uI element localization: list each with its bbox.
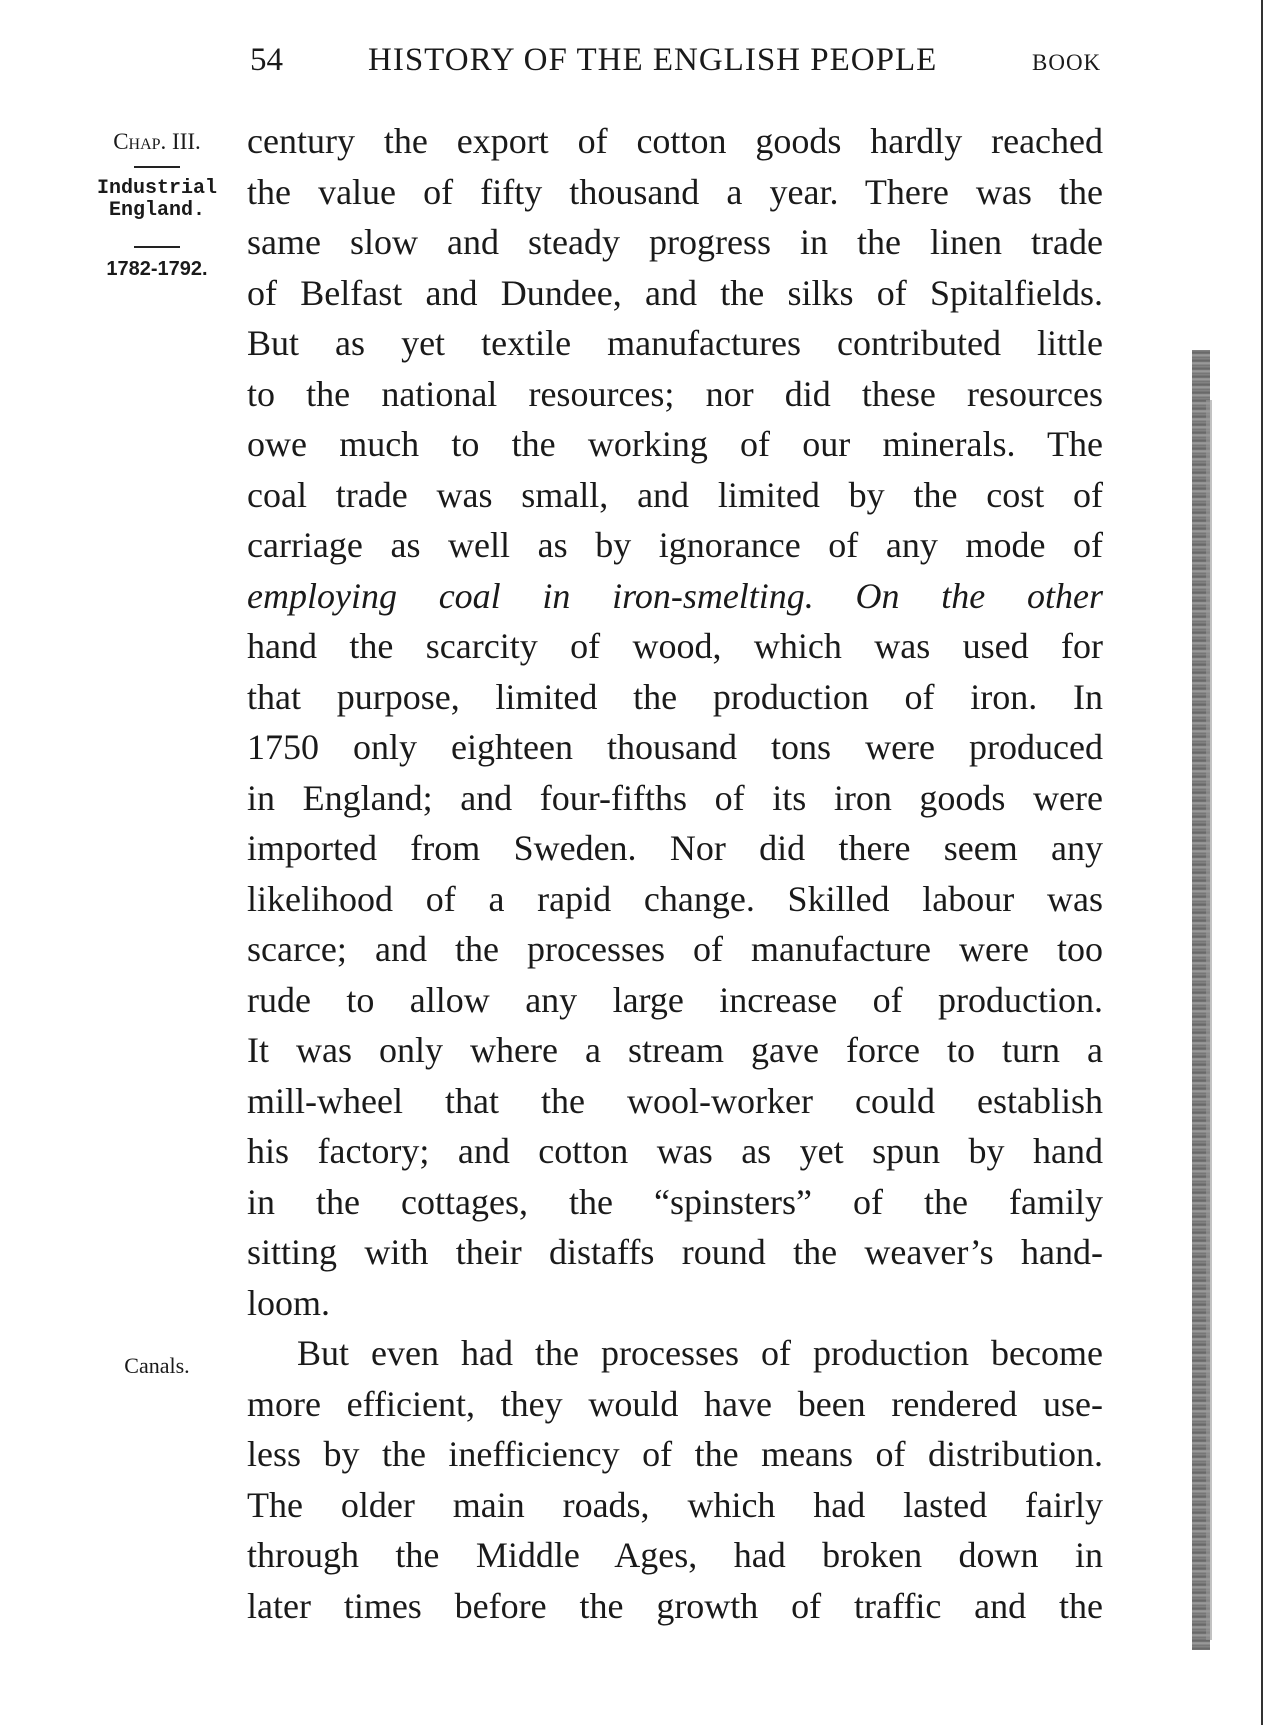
text-line: likelihood of a rapid change. Skilled labour was	[247, 878, 1103, 919]
sidenote-canals: Canals.	[124, 1353, 190, 1378]
sidenote-rule	[134, 246, 180, 248]
text-line: rude to allow any large increase of production.	[247, 979, 1103, 1020]
text-line: owe much to the working of our minerals. The	[247, 424, 1103, 464]
body-text	[247, 116, 1103, 1631]
sidenote-section-line1: Industrial	[96, 177, 218, 200]
text-line: his factory; and cotton was as yet spun by hand	[247, 1131, 1103, 1171]
text-line: through the Middle Ages, had broken down in	[247, 1535, 1103, 1575]
text-line: But even had the processes of production become	[297, 1333, 1103, 1373]
book-label: BOOK	[1032, 50, 1102, 75]
sidenote-dates: 1782-1792.	[106, 258, 208, 280]
text-line: scarce; and the processes of manufacture were too	[247, 929, 1103, 969]
text-line: in the cottages, the “spinsters” of the family	[247, 1181, 1103, 1222]
page-edge-line	[1261, 0, 1263, 1725]
text-line: coal trade was small, and limited by the cost of	[247, 474, 1103, 515]
text-line: imported from Sweden. Nor did there seem any	[247, 828, 1103, 868]
text-line: The older main roads, which had lasted fairly	[247, 1484, 1103, 1525]
text-line: It was only where a stream gave force to turn a	[247, 1030, 1103, 1070]
text-line: loom.	[247, 1282, 331, 1323]
text-line: employing coal in iron-smelting. On the other	[247, 575, 1103, 616]
text-line: later times before the growth of traffic and the	[247, 1585, 1103, 1626]
sidenote-rule	[134, 166, 180, 168]
text-line: the value of fifty thousand a year. There was the	[247, 171, 1103, 212]
sidenote-section-line2: England.	[108, 199, 205, 222]
text-line: But as yet textile manufactures contributed little	[247, 323, 1103, 363]
page-edge-shadow	[1206, 400, 1212, 1640]
text-line: in England; and four-fifths of its iron goods were	[247, 777, 1103, 818]
text-line: mill-wheel that the wool-worker could establish	[247, 1080, 1103, 1121]
text-line: to the national resources; nor did these resources	[247, 373, 1103, 414]
text-line: less by the inefficiency of the means of distribution.	[247, 1434, 1103, 1474]
text-line: same slow and steady progress in the linen trade	[247, 222, 1103, 262]
running-title: HISTORY OF THE ENGLISH PEOPLE	[368, 42, 938, 78]
page-number: 54	[250, 42, 283, 78]
sidenote-section	[93, 178, 221, 222]
text-line: hand the scarcity of wood, which was used for	[247, 626, 1103, 666]
text-line: more efficient, they would have been rendered use-	[247, 1383, 1103, 1424]
sidenote-chapter: Chap. III.	[113, 129, 201, 154]
text-line: century the export of cotton goods hardly reached	[247, 121, 1103, 161]
text-line: sitting with their distaffs round the weaver’s hand-	[247, 1232, 1103, 1272]
text-line: 1750 only eighteen thousand tons were produced	[247, 727, 1103, 767]
text-line: that purpose, limited the production of iron. In	[247, 676, 1103, 717]
text-line: carriage as well as by ignorance of any mode of	[247, 525, 1103, 565]
text-line: of Belfast and Dundee, and the silks of Spitalfields.	[247, 272, 1103, 313]
